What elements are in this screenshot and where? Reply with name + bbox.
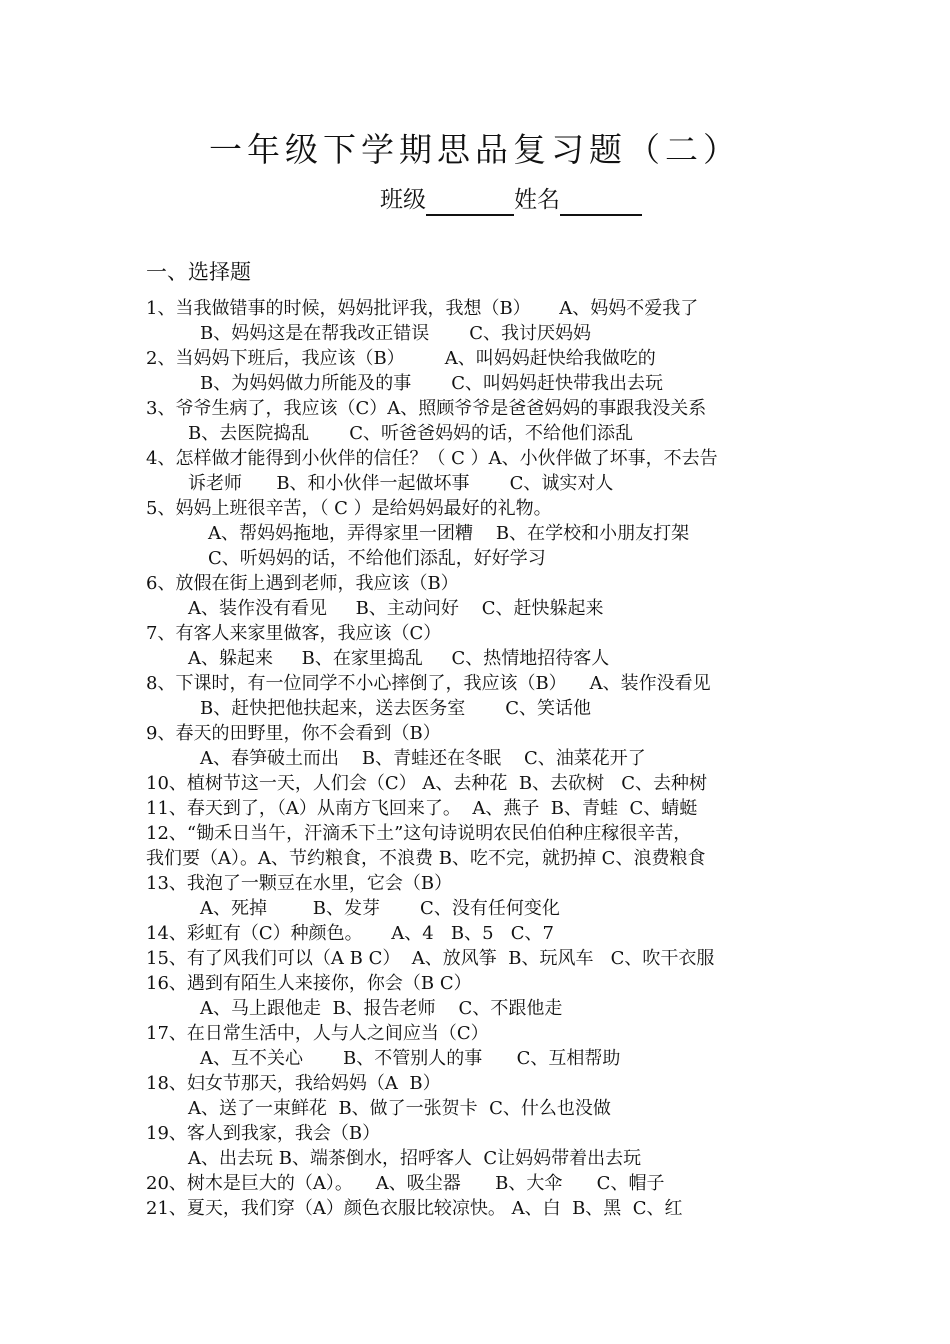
name-label: 姓名 <box>514 187 560 213</box>
question-line: 20、树木是巨大的（A）。 A、吸尘器 B、大伞 C、帽子 <box>146 1173 665 1194</box>
question-line: B、为妈妈做力所能及的事 C、叫妈妈赶快带我出去玩 <box>200 373 664 394</box>
question-line: 我们要（A）。A、节约粮食，不浪费 B、吃不完，就扔掉 C、浪费粮食 <box>146 848 706 869</box>
question-line: A、互不关心 B、不管别人的事 C、互相帮助 <box>200 1048 621 1069</box>
question-line: 19、客人到我家，我会（B） <box>146 1123 381 1144</box>
question-line: A、送了一束鲜花 B、做了一张贺卡 C、什么也没做 <box>188 1098 611 1119</box>
question-line: B、去医院捣乱 C、听爸爸妈妈的话，不给他们添乱 <box>188 423 634 444</box>
question-line: 5、妈妈上班很辛苦，（ C ）是给妈妈最好的礼物。 <box>146 498 552 519</box>
question-line: 10、植树节这一天，人们会（C） A、去种花 B、去砍树 C、去种树 <box>146 773 708 794</box>
document-title: 一年级下学期思品复习题（二） <box>209 130 741 169</box>
name-blank <box>560 190 642 216</box>
section-title: 一、选择题 <box>146 260 251 284</box>
question-line: 12、“锄禾日当午，汗滴禾下土”这句诗说明农民伯伯种庄稼很辛苦， <box>146 823 692 844</box>
question-line: 15、有了风我们可以（A B C） A、放风筝 B、玩风车 C、吹干衣服 <box>146 948 715 969</box>
student-info-line <box>380 184 642 216</box>
question-line: 1、当我做错事的时候，妈妈批评我，我想（B） A、妈妈不爱我了 <box>146 298 699 319</box>
question-line: 8、下课时，有一位同学不小心摔倒了，我应该（B） A、装作没看见 <box>146 673 711 694</box>
question-line: 2、当妈妈下班后，我应该（B） A、叫妈妈赶快给我做吃的 <box>146 348 656 369</box>
question-line: 3、爷爷生病了，我应该（C）A、照顾爷爷是爸爸妈妈的事跟我没关系 <box>146 398 707 419</box>
question-line: 11、春天到了，（A）从南方飞回来了。 A、燕子 B、青蛙 C、蜻蜓 <box>146 798 698 819</box>
question-list <box>146 296 826 1221</box>
question-line: A、装作没有看见 B、主动问好 C、赶快躲起来 <box>188 598 604 619</box>
question-line: 6、放假在街上遇到老师，我应该（B） <box>146 573 459 594</box>
question-line: B、妈妈这是在帮我改正错误 C、我讨厌妈妈 <box>200 323 592 344</box>
question-line: C、听妈妈的话，不给他们添乱，好好学习 <box>208 548 546 569</box>
question-line: 9、春天的田野里，你不会看到（B） <box>146 723 441 744</box>
question-line: A、马上跟他走 B、报告老师 C、不跟他走 <box>200 998 563 1019</box>
question-line: 16、遇到有陌生人来接你，你会（B C） <box>146 973 472 994</box>
question-line: 17、在日常生活中，人与人之间应当（C） <box>146 1023 489 1044</box>
class-blank <box>426 190 514 216</box>
question-line: 18、妇女节那天，我给妈妈（A B） <box>146 1073 441 1094</box>
question-line: A、躲起来 B、在家里捣乱 C、热情地招待客人 <box>188 648 610 669</box>
question-line: 13、我泡了一颗豆在水里，它会（B） <box>146 873 453 894</box>
question-line: 7、有客人来家里做客，我应该（C） <box>146 623 442 644</box>
question-line: A、死掉 B、发芽 C、没有任何变化 <box>200 898 560 919</box>
question-line: 21、夏天，我们穿（A）颜色衣服比较凉快。 A、白 B、黑 C、红 <box>146 1198 683 1219</box>
question-line: A、帮妈妈拖地，弄得家里一团糟 B、在学校和小朋友打架 <box>208 523 690 544</box>
question-line: 诉老师 B、和小伙伴一起做坏事 C、诚实对人 <box>188 473 614 494</box>
class-label: 班级 <box>380 187 426 213</box>
question-line: B、赶快把他扶起来，送去医务室 C、笑话他 <box>200 698 592 719</box>
question-line: 4、怎样做才能得到小伙伴的信任？（ C ）A、小伙伴做了坏事，不去告 <box>146 448 718 469</box>
question-line: A、春笋破土而出 B、青蛙还在冬眠 C、油菜花开了 <box>200 748 646 769</box>
question-line: A、出去玩 B、端茶倒水，招呼客人 C让妈妈带着出去玩 <box>188 1148 642 1169</box>
question-line: 14、彩虹有（C）种颜色。 A、4 B、5 C、7 <box>146 923 554 944</box>
